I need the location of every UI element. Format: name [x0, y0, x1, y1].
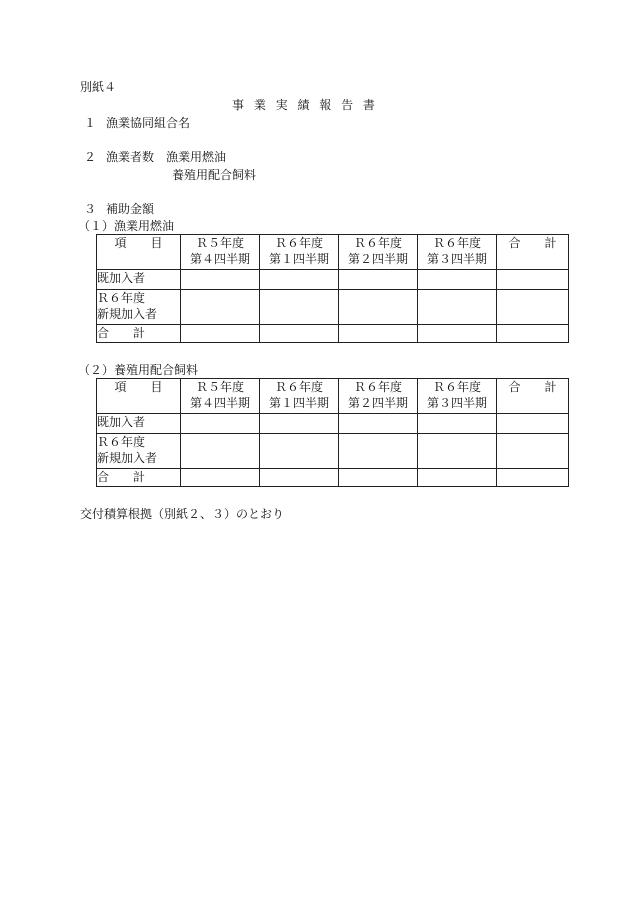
table-cell	[497, 469, 569, 487]
section-2	[84, 149, 226, 165]
table-cell	[418, 270, 497, 290]
table-1-row-existing	[97, 270, 569, 290]
table-cell	[339, 434, 418, 469]
table-cell	[418, 290, 497, 325]
table-2-col-q4: Ｒ６年度 第３四半期	[418, 379, 497, 414]
section-1	[84, 115, 190, 131]
table-2-row-total-label: 合 計	[97, 469, 181, 487]
table-1	[96, 234, 569, 343]
table-cell	[497, 434, 569, 469]
document-title: 事 業 実 績 報 告 書	[232, 98, 375, 112]
table-2-row-new	[97, 434, 569, 469]
table-1-header-row	[97, 235, 569, 270]
section-3-number: ３	[84, 202, 97, 216]
table-1-col-total: 合 計	[497, 235, 569, 270]
table-cell	[181, 270, 260, 290]
table-2-row-existing	[97, 414, 569, 434]
table-cell	[181, 325, 260, 343]
table-1-caption: （１）漁業用燃油	[78, 219, 175, 233]
table-2-col-q1: Ｒ５年度 第４四半期	[181, 379, 260, 414]
section-1-number: １	[84, 116, 97, 130]
table-2-caption: （２）養殖用配合飼料	[78, 363, 199, 377]
section-2-item-feed: 養殖用配合飼料	[172, 168, 257, 182]
table-2-row-new-label: Ｒ６年度 新規加入者	[97, 434, 181, 469]
table-1-col-item: 項 目	[97, 235, 181, 270]
table-cell	[339, 290, 418, 325]
section-3-label: 補助金額	[106, 202, 155, 216]
table-cell	[181, 434, 260, 469]
section-2-item-fuel: 漁業用燃油	[166, 150, 227, 164]
table-cell	[260, 434, 339, 469]
table-2-col-item: 項 目	[97, 379, 181, 414]
table-cell	[418, 325, 497, 343]
footer-note: 交付積算根拠（別紙２、３）のとおり	[80, 507, 285, 521]
table-cell	[339, 270, 418, 290]
table-2-header-row	[97, 379, 569, 414]
table-2-row-existing-label: 既加入者	[97, 414, 181, 434]
table-cell	[497, 270, 569, 290]
table-1-row-new-label: Ｒ６年度 新規加入者	[97, 290, 181, 325]
table-1-row-existing-label: 既加入者	[97, 270, 181, 290]
table-cell	[260, 270, 339, 290]
table-cell	[418, 469, 497, 487]
table-cell	[418, 434, 497, 469]
table-cell	[260, 325, 339, 343]
table-1-row-new	[97, 290, 569, 325]
table-cell	[339, 325, 418, 343]
table-1-col-q3: Ｒ６年度 第２四半期	[339, 235, 418, 270]
section-2-label: 漁業者数	[106, 150, 155, 164]
section-2-number: ２	[84, 150, 97, 164]
table-2-col-total: 合 計	[497, 379, 569, 414]
table-1-col-q1: Ｒ５年度 第４四半期	[181, 235, 260, 270]
table-2-row-total	[97, 469, 569, 487]
table-cell	[418, 414, 497, 434]
table-1-col-q4: Ｒ６年度 第３四半期	[418, 235, 497, 270]
table-1-row-total	[97, 325, 569, 343]
table-cell	[260, 290, 339, 325]
table-cell	[260, 469, 339, 487]
section-3	[84, 201, 154, 217]
table-cell	[181, 414, 260, 434]
table-cell	[339, 469, 418, 487]
table-cell	[181, 290, 260, 325]
section-1-label: 漁業協同組合名	[106, 116, 191, 130]
table-2	[96, 378, 569, 487]
table-cell	[497, 290, 569, 325]
table-1-row-total-label: 合 計	[97, 325, 181, 343]
table-cell	[497, 414, 569, 434]
table-cell	[260, 414, 339, 434]
table-1-col-q2: Ｒ６年度 第１四半期	[260, 235, 339, 270]
table-cell	[497, 325, 569, 343]
table-cell	[339, 414, 418, 434]
table-cell	[181, 469, 260, 487]
annex-label: 別紙４	[80, 80, 117, 94]
table-2-col-q3: Ｒ６年度 第２四半期	[339, 379, 418, 414]
table-2-col-q2: Ｒ６年度 第１四半期	[260, 379, 339, 414]
